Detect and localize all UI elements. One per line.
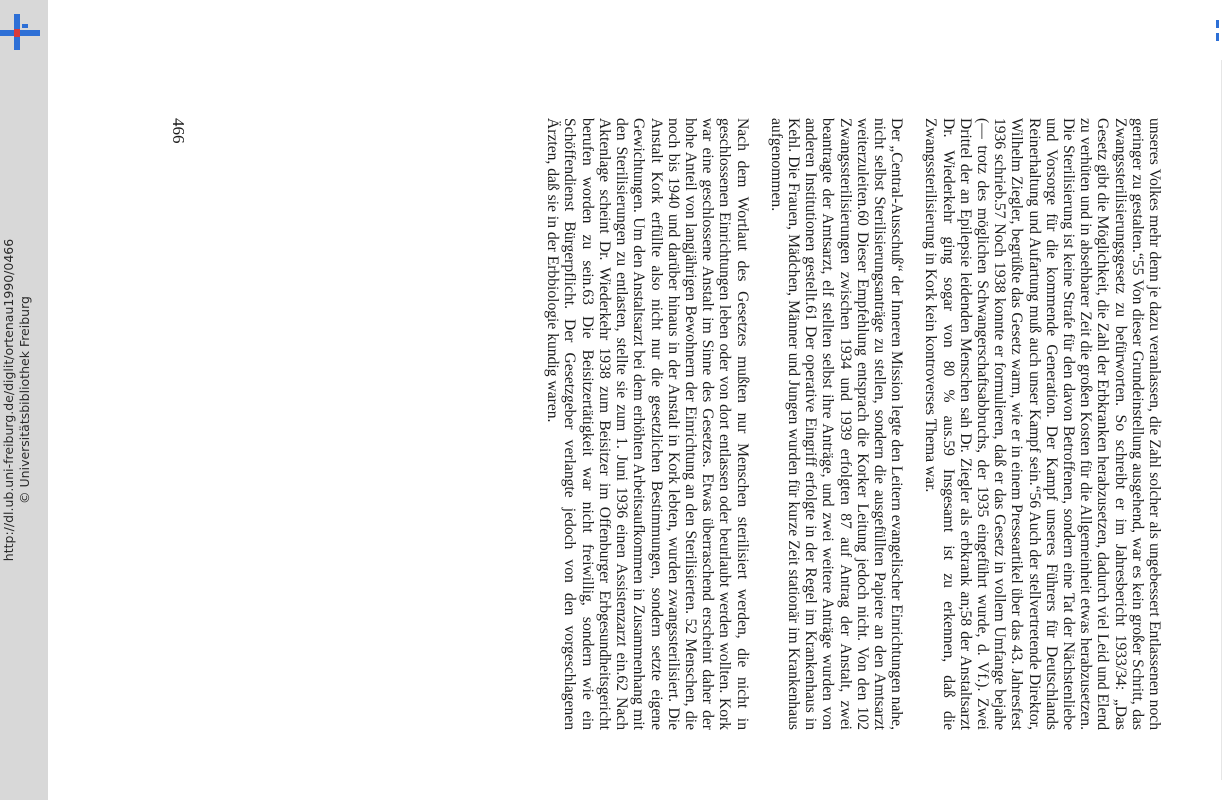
page-edge bbox=[1221, 60, 1222, 780]
left-margin bbox=[0, 0, 48, 800]
body-text bbox=[527, 118, 1163, 730]
rotated-text-area bbox=[152, 0, 1168, 800]
footer-rotator bbox=[1, 0, 45, 800]
paragraph-3: Nach dem Wortlaut des Gesetzes mußten nur Menschen sterilisiert werden, die nicht in geschlossenen Einrichtungen leben oder von dort entlassen oder beurlaubt werden wollten. Kork war eine geschlossene Anstalt im Sinne des Gesetzes. Etwas überraschend erscheint daher der hohe Anteil von langjährigen Bewohnern der Einrichtung an den Sterilisierten. 52 Menschen, die noch bis 1940 und darüber hinaus in der Anstalt in Kork lebten, wurden zwangssterilisiert. Die Anstalt Kork erfüllte also nicht nur die gesetzlichen Bestimmungen, sondern setzte eigene Gewichtungen. Um den Anstaltsarzt bei dem erhöhten Arbeitsaufkommen in Zusammenhang mit den Sterilisierungen zu entlasten, stellte sie zum 1. Juni 1936 einen Assistenzarzt ein.62 Nach Aktenlage scheint Dr. Wiederkehr 1938 zum Beisitzer im Offenburger Erbgesundheitsgericht berufen worden zu sein.63 Die Beisitzertätigkeit war nicht freiwillig, sondern wie ein Schöffendienst Bürgerpflicht. Der Gesetzgeber verlangte jedoch von den vorgeschlagenen Ärzten, daß sie in der Erbbiologie kundig waren. bbox=[544, 118, 751, 730]
paragraph-2: Der „Central-Ausschuß“ der Inneren Mission legte den Leitern evangelischer Einrichtungen nahe, nicht selbst Sterilisierungsanträge zu stellen, sondern die ausgefüllten Papiere an den Amtsarzt weiterzuleiten.60 Dieser Empfehlung entsprach die Korker Leitung jedoch nicht. Von den 102 Zwangssterilisierungen zwischen 1934 und 1939 erfolgten 87 auf Antrag der Anstalt, zwei beantragte der Amtsarzt, elf stellten selbst ihre Anträge, und zwei weitere Anträge wurden von anderen Institutionen gestellt.61 Der operative Eingriff erfolgte in der Regel im Krankenhaus in Kehl. Die Frauen, Mädchen, Männer und Jungen wurden für kurze Zeit stationär im Krankenhaus aufgenommen. bbox=[767, 118, 906, 730]
paragraph-1: unseres Volkes mehr denn je dazu veranlassen, die Zahl solcher als ungebessert Entlassenen noch geringer zu gestalten.“55 Von dieser Grundeinstellung ausgehend, war es kein großer Schritt, das Zwangssterilisierungsgesetz zu befürworten. So schreibt er im Jahresbericht 1933/34: „Das Gesetz gibt die Möglichkeit, die Zahl der Erbkranken herabzusetzen, dadurch viel Leid und Elend zu verhüten und in absehbarer Zeit die großen Kosten für die Allgemeinheit etwas herabzusetzen. Die Sterilisierung ist keine Strafe für den davon Betroffenen, sondern eine Tat der Nächstenliebe und Vorsorge für die kommende Generation. Der Kampf unseres Führers für Deutschlands Reinerhaltung und Aufartung muß auch unser Kampf sein.“56 Auch der stellvertretende Direktor, Wilhelm Ziegler, begrüßte das Gesetz warm, wie er in einem Presseartikel über das 43. Jahresfest 1936 schrieb.57 Noch 1938 konnte er formulieren, daß er das Gesetz in vollem Umfange bejahe (— trotz des möglichen Schwangerschaftsabbruchs, der 1935 eingeführt wurde, d. Vf.). Zwei Drittel der an Epilepsie leidenden Menschen sah Dr. Ziegler als erbkrank an;58 der Anstaltsarzt Dr. Wiederkehr ging sogar von 80 % aus.59 Insgesamt ist zu erkennen, daß die Zwangssterilisierung in Kork kein kontroverses Thema war. bbox=[922, 118, 1163, 730]
copyright-notice: © Universitätsbibliothek Freiburg bbox=[17, 296, 32, 504]
scanned-page bbox=[48, 0, 1224, 800]
source-url[interactable]: http://dl.ub.uni-freiburg.de/diglit/ortenau1990/0466 bbox=[1, 238, 16, 562]
page-marks-icon bbox=[1216, 20, 1220, 42]
page-number: 466 bbox=[169, 118, 188, 144]
rotated-page-content bbox=[152, 0, 1168, 800]
